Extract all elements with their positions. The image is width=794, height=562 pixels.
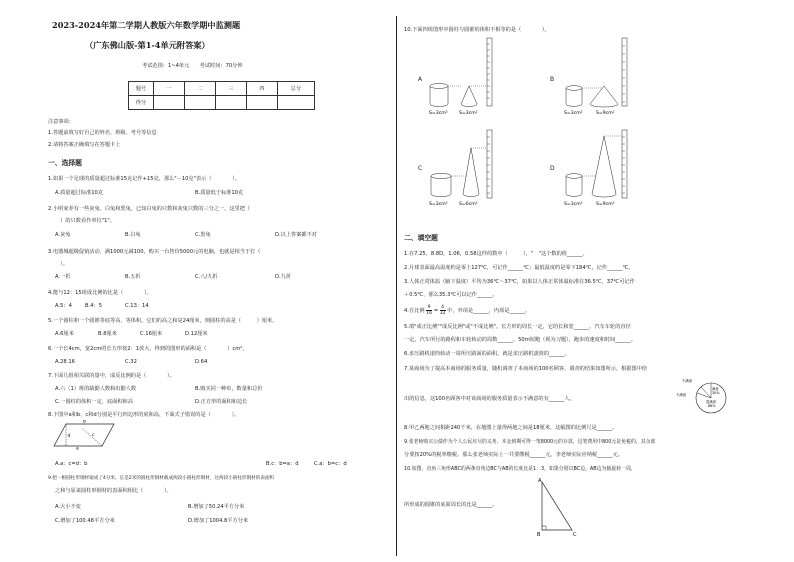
score-cell: 题号 bbox=[129, 82, 154, 96]
fraction bbox=[426, 305, 432, 316]
cone-caption: S=9cm² bbox=[596, 111, 615, 116]
q5-option-d[interactable]: D.12厘米 bbox=[185, 331, 208, 337]
section-title-fill: 二、填空题 bbox=[404, 234, 438, 242]
q3-option-c[interactable]: C.八/九折 bbox=[195, 274, 218, 280]
question-4: 4.能与12：15组成比例的比是（ ）。 bbox=[48, 290, 152, 296]
right-triangle-figure bbox=[536, 476, 586, 538]
fraction-denominator: 32 bbox=[439, 311, 446, 316]
score-table bbox=[128, 81, 315, 110]
q7-option-c[interactable]: C.一圆柱的体积一定，底面积和高 bbox=[55, 399, 133, 405]
page-title: 2023-2024年第二学期人教版六年数学期中监测题 bbox=[52, 20, 241, 30]
pie-pct-very-satisfied: 66% bbox=[708, 404, 716, 408]
q10-figure-a bbox=[425, 36, 525, 118]
q8-option-b[interactable]: B.c：b=a：d bbox=[266, 461, 299, 467]
question-2-line2: ）的只数看作单位"1"。 bbox=[55, 218, 115, 224]
q9-option-a[interactable]: A.大小不变 bbox=[55, 504, 81, 510]
question-6: 6.一个长4cm，宽2cm的长方形按2：1放大，得到的图形的面积是（ ）cm²。 bbox=[48, 346, 248, 352]
score-cell: 总分 bbox=[278, 82, 315, 96]
fraction-denominator: 16 bbox=[426, 311, 433, 316]
score-input-cell[interactable] bbox=[216, 96, 247, 110]
question-8: 8.下图中a和b、c和d分别是平行四边形的底和高，下面式子错误的是（ ）。 bbox=[48, 412, 240, 418]
q10-option-b-label[interactable]: B bbox=[550, 76, 555, 83]
equals-sign: = bbox=[433, 308, 439, 314]
column-divider bbox=[396, 16, 397, 556]
pie-label-dissatisfied: 不满意 bbox=[682, 379, 693, 383]
q2-option-d[interactable]: D.以上答案都不对 bbox=[275, 232, 317, 238]
ruler-icon bbox=[487, 130, 492, 198]
cylinder-icon bbox=[566, 86, 582, 107]
q4-option-a[interactable]: A.5：4 bbox=[55, 303, 72, 309]
cone-caption: S=6cm² bbox=[459, 202, 478, 207]
satisfaction-pie-chart bbox=[668, 376, 728, 418]
exam-info: 考试范围：1~4单元 考试时间：70分钟 bbox=[142, 63, 243, 69]
section-title-choice: 一、选择题 bbox=[48, 159, 82, 167]
question-3-line2: ）。 bbox=[55, 261, 68, 267]
q8-option-c[interactable]: C.a：b=c：d bbox=[314, 461, 347, 467]
ruler-icon bbox=[622, 38, 627, 106]
pie-label-very-satisfied: 很满意 bbox=[706, 400, 717, 404]
question-2: 2.小明家养有一些灰兔、白兔和黑兔，已知白兔的只数和灰兔只数的三分之一，这里把（ bbox=[48, 206, 251, 212]
fill-question-10-line2: 所形成的圆锥的底面周长的比是______。 bbox=[404, 502, 498, 508]
q9-option-b[interactable]: B.增加了50.24平方分米 bbox=[188, 504, 245, 510]
q7-option-d[interactable]: D.正方形的面积和边长 bbox=[195, 399, 248, 405]
ruler-icon bbox=[487, 38, 492, 106]
fill-question-1: 1.在7.25，8.8D，1.06，0.58这样的数中（ ），" "这个数的值______。 bbox=[404, 251, 588, 257]
question-9-line2: 之和与原来圆柱形钢材的表面积相比（ ）。 bbox=[55, 488, 172, 494]
score-cell: 四 bbox=[247, 82, 278, 96]
q5-option-c[interactable]: C.16厘米 bbox=[140, 331, 163, 337]
cone-icon bbox=[463, 148, 479, 197]
question-1: 1.如果一个足球的质量超过标准15克记作+15克，那么"－10克"表示（ ）。 bbox=[48, 176, 241, 182]
vertex-a: A bbox=[538, 478, 542, 484]
score-cell: 二 bbox=[185, 82, 216, 96]
notes-title: 注意事项： bbox=[48, 119, 74, 125]
cyl-caption: S=3cm² bbox=[429, 202, 448, 207]
q10-figure-d bbox=[560, 128, 660, 210]
score-table-score-row bbox=[129, 96, 315, 110]
question-9: 9.把一根圆柱形钢材锯成了4分米，长是2米的圆柱形钢材截成两段小圆柱形钢材，这两段小圆柱形钢材的表面积 bbox=[48, 476, 275, 481]
question-10: 10.下面四组图形中圆柱与圆锥的体积不相等的是（ ）。 bbox=[404, 27, 550, 33]
fill-question-7-line2: 出的信息，这100名顾客中对该商场的服务质量表示不满意的有______人。 bbox=[404, 396, 575, 402]
score-input-cell[interactable] bbox=[247, 96, 278, 110]
ruler-icon bbox=[622, 130, 627, 198]
q3-option-a[interactable]: A.一折 bbox=[55, 274, 71, 280]
label-d: d bbox=[67, 434, 71, 439]
q6-option-a[interactable]: A.28.16 bbox=[55, 359, 75, 365]
cyl-caption: S=3cm² bbox=[429, 111, 448, 116]
cyl-caption: S=3cm² bbox=[564, 111, 583, 116]
cylinder-icon bbox=[431, 173, 451, 196]
label-b: b bbox=[83, 420, 86, 425]
right-angle-mark bbox=[542, 526, 546, 530]
pie-label-dissatisfied-2: 不满意 bbox=[676, 393, 687, 397]
pie-pct-satisfied: 30% bbox=[712, 391, 720, 395]
cone-icon bbox=[590, 86, 618, 107]
fraction bbox=[440, 305, 446, 316]
question-7: 7.下面几组相关联的量中，成反比例的是（ ）。 bbox=[48, 373, 175, 379]
vertex-b: B bbox=[537, 532, 541, 538]
fill-question-3: 3.人体正常体温（腋下温度）平均为36℃～37℃，如果以人体正常体温标准在36.5℃，37℃可记作 bbox=[404, 279, 635, 285]
q1-option-a[interactable]: A.质量超过标准10克 bbox=[55, 190, 104, 196]
q8-option-a[interactable]: A.a：c=d：b bbox=[55, 461, 88, 467]
cone-icon bbox=[461, 86, 477, 107]
parallelogram-shape bbox=[54, 424, 114, 446]
question-3: 3.电器城超级促销活动，满1000元减100，购买一台售价5000元的电脑，也就是相当于打（ bbox=[48, 249, 261, 255]
cylinder-icon bbox=[430, 84, 448, 107]
cylinder-icon bbox=[566, 174, 582, 197]
q10-option-d-label[interactable]: D bbox=[550, 165, 555, 172]
question-5: 5.一个圆柱和一个圆锥等底等高，等体积，它们的高之和是24厘米，则圆柱的高是（ ）厘米。 bbox=[48, 318, 278, 324]
fill-question-3-line2: ＋0.5℃，那么35.3℃可以记作______。 bbox=[404, 292, 498, 298]
parallelogram-figure bbox=[52, 420, 116, 450]
fill-question-9: 9.张老师购买公债作为个人公民应尽的义务，本金到期可得一笔8000元的存款，这笔费用中800元是免税的，其余部 bbox=[404, 439, 656, 445]
q4-option-b[interactable]: B.4：5 bbox=[85, 303, 102, 309]
q3-option-d[interactable]: D.九折 bbox=[275, 274, 292, 280]
fill-question-5: 5.填"成正比例""成反比例"或"不成比例"。长方形的周长一定，它的长和宽______。汽车车轮的直径 bbox=[404, 324, 631, 330]
page-subtitle: （广东佛山版-第1-4单元附答案） bbox=[85, 40, 210, 50]
score-input-cell[interactable] bbox=[185, 96, 216, 110]
label-a: a bbox=[76, 446, 79, 450]
q1-option-b[interactable]: B.质量低于标准10克 bbox=[195, 190, 244, 196]
fill-question-6: 6.求压路机滚筒转动一周所压路面的面积，就是求压路机滚筒的______。 bbox=[404, 351, 570, 357]
score-cell: 一 bbox=[154, 82, 185, 96]
cone-caption: S=9cm² bbox=[596, 202, 615, 207]
q9-option-c[interactable]: C.增加了100.48平方分米 bbox=[55, 518, 115, 524]
q5-option-b[interactable]: B.8厘米 bbox=[98, 331, 117, 337]
label-c: c bbox=[92, 433, 95, 438]
score-input-cell[interactable] bbox=[154, 96, 185, 110]
q10-option-a-label[interactable]: A bbox=[418, 76, 423, 83]
q2-option-c[interactable]: C.黑兔 bbox=[195, 232, 211, 238]
score-cell: 三 bbox=[216, 82, 247, 96]
fraction-numerator: 4 bbox=[441, 305, 445, 310]
q6-option-c[interactable]: C.32 bbox=[125, 359, 137, 365]
q10-figure-c bbox=[425, 128, 525, 210]
cyl-caption: S=3cm² bbox=[564, 202, 583, 207]
q3-option-b[interactable]: B.五折 bbox=[125, 274, 141, 280]
fill-question-2: 2.月球表面最高温度约是零上127℃，可记作______℃；最低温度约是零下184℃，记作______℃。 bbox=[404, 265, 634, 271]
note-item: 2.请将答案正确填写在答题卡上 bbox=[48, 142, 121, 148]
cone-caption: S=3cm² bbox=[459, 111, 478, 116]
q2-option-a[interactable]: A.灰兔 bbox=[55, 232, 71, 238]
q4-suffix: 中，外项是______，内项是______。 bbox=[447, 308, 531, 314]
triangle-shape bbox=[542, 482, 572, 530]
pie-label-satisfied: 满意 bbox=[712, 387, 719, 391]
fill-question-10: 10.如图，直角三角形ABC的两条直角边BC与AB的长度比是1：3，如果分别以BC边、AB边为轴旋转一周， bbox=[404, 466, 636, 472]
q4-option-c[interactable]: C.13：14 bbox=[125, 303, 149, 309]
fill-question-7: 7.某商场为了提高本商场的服务质量，随机调查了本商场的100名顾客，调查的结果如图所示，根据图中给 bbox=[404, 366, 648, 372]
score-input-cell[interactable] bbox=[278, 96, 315, 110]
q7-option-a[interactable]: A.六（1）班的缺勤人数和出勤人数 bbox=[55, 386, 137, 392]
score-cell: 得分 bbox=[129, 96, 154, 110]
q4-prefix: 4.在比例 bbox=[404, 308, 425, 314]
fill-question-5-line2: 一定，汽车所行的路程和车轮转动的周数______。50m短跑（视为习题），跑步的速度和时间______。 bbox=[404, 337, 637, 343]
q5-option-a[interactable]: A.6厘米 bbox=[55, 331, 74, 337]
q6-option-d[interactable]: D.64 bbox=[195, 359, 208, 365]
q10-option-c-label[interactable]: C bbox=[418, 165, 423, 172]
fill-question-8: 8.甲乙两地之间相距240千米，在地图上量得两地之间是18厘米，这幅图的比例尺是______。 bbox=[404, 425, 618, 431]
fraction-numerator: 9 bbox=[427, 305, 431, 310]
note-item: 1.答题前填写好自己的姓名、班级、考号等信息 bbox=[48, 130, 157, 136]
cone-icon bbox=[592, 136, 616, 197]
q9-option-d[interactable]: D.增加了1004.8平方分米 bbox=[188, 518, 249, 524]
score-table-header-row bbox=[129, 82, 315, 96]
q7-option-b[interactable]: B.购买同一种布，数量和总价 bbox=[195, 386, 263, 392]
fill-question-4 bbox=[404, 305, 530, 319]
q10-figure-b bbox=[560, 36, 660, 118]
q2-option-b[interactable]: B.白兔 bbox=[125, 232, 141, 238]
vertex-c: C bbox=[573, 532, 577, 538]
fill-question-9-line2: 分要按20%的税率缴税。那么张老师实际上一共要缴税______元，李老师实际应纳税______元。 bbox=[404, 452, 624, 458]
